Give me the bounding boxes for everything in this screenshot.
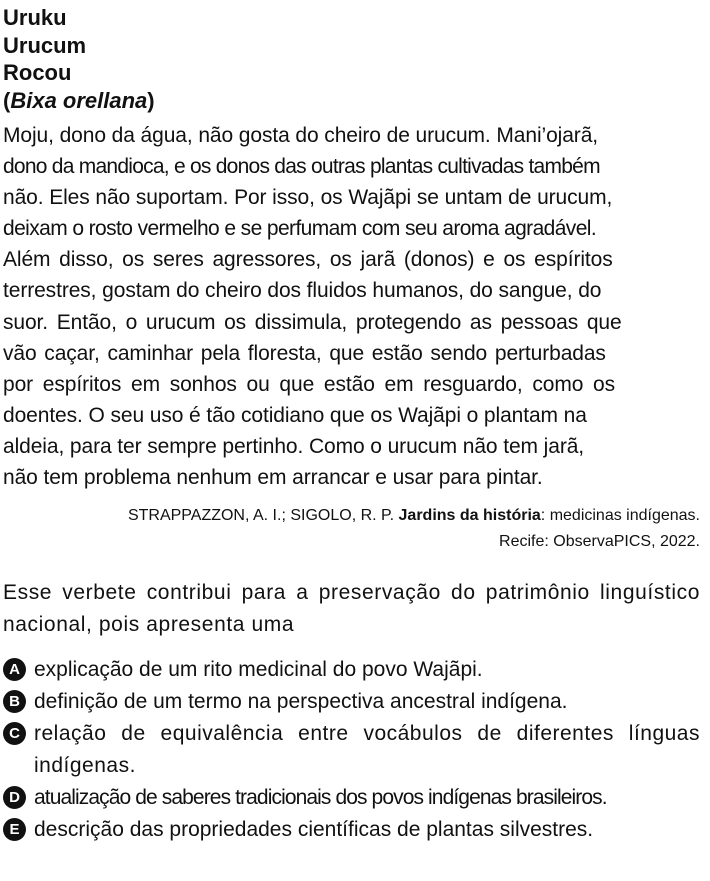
entry-name-rocou: Rocou: [3, 60, 72, 85]
citation-title: Jardins da história: [398, 507, 541, 525]
entry-scientific-name: (Bixa orellana): [3, 87, 155, 113]
scientific-name: Bixa orellana: [10, 87, 148, 113]
answer-options: [3, 654, 700, 846]
option-d-text: atualização de saberes tradicionais dos povos indígenas brasileiros.: [34, 786, 607, 810]
option-d[interactable]: [3, 782, 700, 814]
passage-line: não. Eles não suportam. Por isso, os Wajãpi se untam de urucum,: [3, 186, 613, 210]
source-citation: [3, 503, 700, 555]
option-e-text: descrição das propriedades científicas de plantas silvestres.: [34, 818, 594, 842]
option-a-text: explicação de um rito medicinal do povo Wajãpi.: [34, 658, 483, 682]
option-a[interactable]: [3, 654, 700, 686]
citation-publisher: Recife: ObservaPICS, 2022.: [499, 533, 700, 551]
option-letter-a-badge: A: [3, 658, 26, 681]
entry-name-urucum: Urucum: [3, 32, 87, 58]
option-letter-b-badge: B: [3, 690, 26, 713]
option-b-text: definição de um termo na perspectiva ancestral indígena.: [34, 690, 568, 714]
option-letter-e-badge: E: [3, 818, 26, 841]
citation-subtitle: : medicinas indígenas.: [540, 507, 700, 525]
passage-line: terrestres, gostam do cheiro dos fluidos humanos, do sangue, do: [3, 279, 602, 303]
option-b[interactable]: [3, 686, 700, 718]
passage-line: suor. Então, o urucum os dissimula, protegendo as pessoas que: [3, 310, 622, 334]
entry-headings: [3, 4, 700, 114]
exam-question: [3, 4, 700, 846]
passage-line: por espíritos em sonhos ou que estão em resguardo, como os: [3, 372, 616, 396]
passage-line: aldeia, para ter sempre pertinho. Como o urucum não tem jarã,: [3, 434, 585, 458]
option-letter-d-badge: D: [3, 786, 26, 809]
question-stem: Esse verbete contribui para a preservação do patrimônio linguístico nacional, pois apresenta uma: [3, 581, 700, 637]
passage-line: vão caçar, caminhar pela floresta, que estão sendo perturbadas: [3, 341, 606, 365]
passage-line: não tem problema nenhum em arrancar e usar para pintar.: [3, 466, 543, 490]
passage-line: Além disso, os seres agressores, os jarã (donos) e os espíritos: [3, 248, 613, 272]
citation-authors: STRAPPAZZON, A. I.; SIGOLO, R. P.: [127, 507, 399, 525]
passage-line: dono da mandioca, e os donos das outras plantas cultivadas também: [3, 155, 600, 179]
option-letter-c-badge: C: [3, 722, 26, 745]
option-c-text: relação de equivalência entre vocábulos de diferentes línguas indígenas.: [34, 722, 700, 778]
entry-name-uruku: Uruku: [3, 5, 67, 30]
option-e[interactable]: [3, 814, 700, 846]
entry-passage: [3, 120, 700, 493]
citation-line-1: [3, 503, 700, 529]
passage-line: Moju, dono da água, não gosta do cheiro de urucum. Mani’ojarã,: [3, 124, 599, 147]
passage-line: deixam o rosto vermelho e se perfumam com seu aroma agradável.: [3, 217, 597, 241]
option-c[interactable]: [3, 718, 700, 782]
passage-line: doentes. O seu uso é tão cotidiano que os Wajãpi o plantam na: [3, 403, 587, 427]
